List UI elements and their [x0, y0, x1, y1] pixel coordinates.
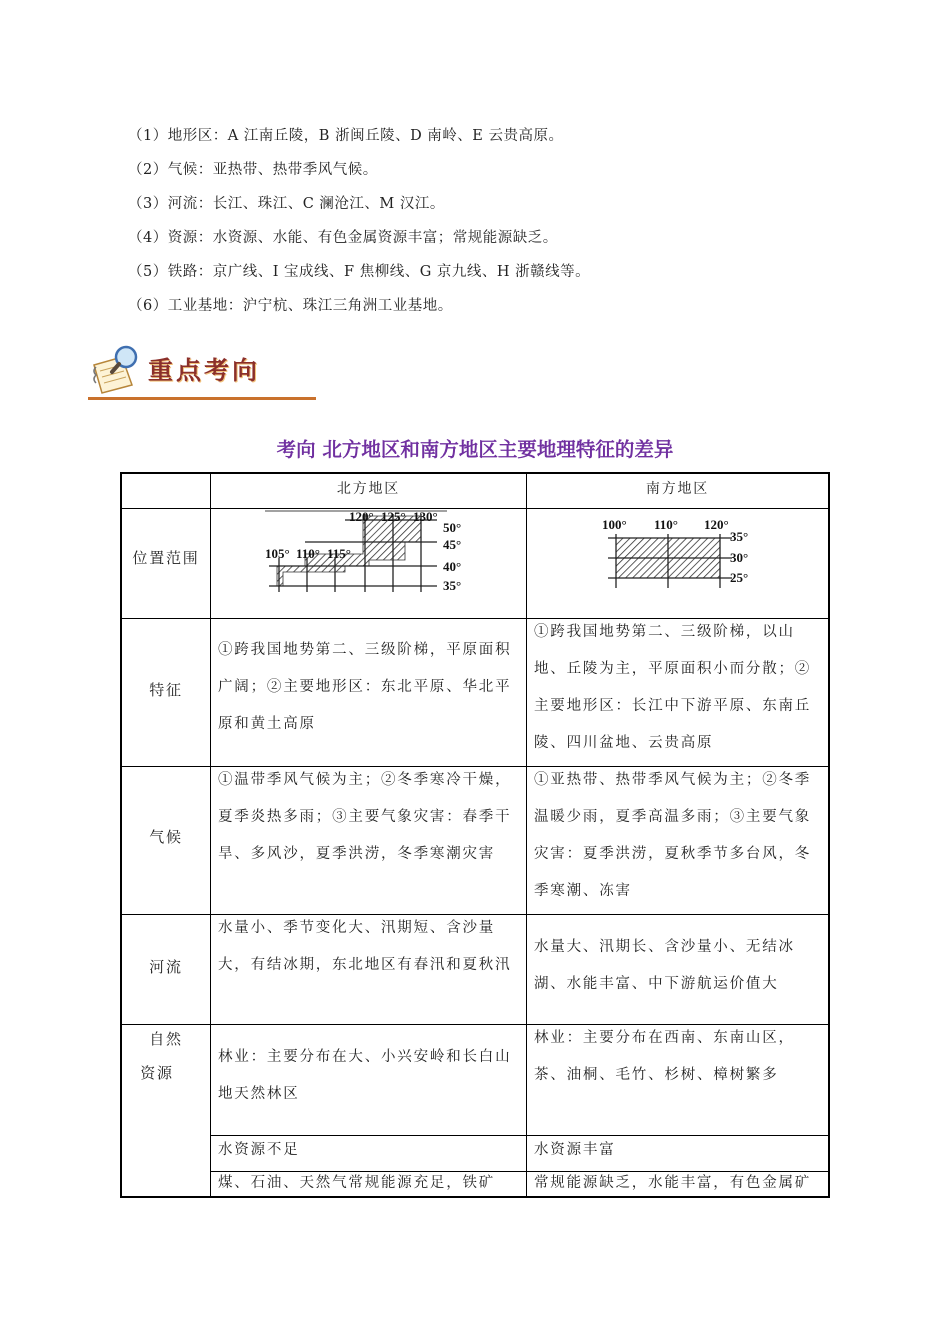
north-map-lat-1: 50°	[443, 520, 462, 535]
south-map-lat-2: 30°	[730, 550, 749, 565]
north-map-lon-bottom-3: 115°	[327, 546, 351, 561]
north-map-lon-top-2: 125°	[381, 509, 406, 524]
intro-item-5: （5）铁路：京广线、I 宝成线、F 焦柳线、G 京九线、H 浙赣线等。	[128, 264, 591, 280]
energy-south: 常规能源缺乏，水能丰富，有色金属矿	[534, 1175, 812, 1191]
intro-list	[128, 121, 868, 325]
row-label-climate: 气候	[149, 828, 183, 846]
north-map-lat-4: 35°	[443, 578, 462, 593]
notebook-magnifier-icon	[88, 343, 150, 397]
intro-item-6: （6）工业基地：沪宁杭、珠江三角洲工业基地。	[128, 298, 453, 314]
climate-south: ①亚热带、热带季风气候为主；②冬季温暖少雨，夏季高温多雨；③主要气象灾害：夏季洪涝，夏秋季节多台风，冬季寒潮、冻害	[534, 772, 812, 899]
rivers-north: 水量小、季节变化大、汛期短、含沙量大，有结冰期，东北地区有春汛和夏秋汛	[218, 920, 512, 973]
north-map-lat-2: 45°	[443, 537, 462, 552]
intro-item-2: （2）气候：亚热带、热带季风气候。	[128, 162, 378, 178]
forest-south: 林业：主要分布在西南、东南山区，茶、油桐、毛竹、杉树、樟树繁多	[534, 1030, 795, 1083]
south-map-lon-2: 110°	[654, 517, 678, 532]
climate-north: ①温带季风气候为主；②冬季寒冷干燥，夏季炎热多雨；③主要气象灾害：春季干旱、多风沙，夏季洪涝，冬季寒潮灾害	[218, 772, 512, 862]
south-map-lat-3: 25°	[730, 570, 749, 585]
table-rule	[210, 472, 211, 1198]
section-heading-text: 重点考向	[148, 356, 261, 385]
north-map-lon-top-1: 120°	[349, 509, 374, 524]
water-north: 水资源不足	[218, 1142, 300, 1158]
row-label-resources-line1: 自然	[149, 1030, 183, 1048]
south-location-map	[602, 516, 772, 596]
table-rule	[526, 472, 527, 1198]
south-map-lon-3: 120°	[704, 517, 729, 532]
row-label-location: 位置范围	[132, 549, 200, 567]
intro-item-1: （1）地形区：A 江南丘陵，B 浙闽丘陵、D 南岭、E 云贵高原。	[128, 128, 564, 144]
north-map-lon-top-3: 130°	[413, 509, 438, 524]
north-map-lat-3: 40°	[443, 559, 462, 574]
table-title: 考向 北方地区和南方地区主要地理特征的差异	[276, 438, 674, 461]
south-map-lon-1: 100°	[602, 517, 627, 532]
features-south: ①跨我国地势第二、三级阶梯，以山地、丘陵为主，平原面积小而分散；②主要地形区：长江中下游平原、东南丘陵、四川盆地、云贵高原	[534, 624, 812, 751]
section-heading	[88, 343, 318, 403]
forest-north: 林业：主要分布在大、小兴安岭和长白山地天然林区	[218, 1049, 512, 1102]
section-heading-underline	[88, 397, 316, 400]
features-north: ①跨我国地势第二、三级阶梯，平原面积广阔；②主要地形区：东北平原、华北平原和黄土高原	[218, 642, 512, 732]
header-south: 南方地区	[645, 481, 710, 497]
energy-north: 煤、石油、天然气常规能源充足，铁矿	[218, 1175, 496, 1191]
header-north: 北方地区	[336, 481, 401, 497]
table-border-right	[828, 472, 830, 1198]
north-map-lon-bottom-1: 105°	[265, 546, 290, 561]
north-map-lon-bottom-2: 110°	[296, 546, 320, 561]
intro-item-4: （4）资源：水资源、水能、有色金属资源丰富；常规能源缺乏。	[128, 230, 558, 246]
row-label-resources-line2: 资源	[140, 1064, 174, 1082]
north-location-map	[265, 508, 485, 600]
water-south: 水资源丰富	[534, 1142, 616, 1158]
rivers-south: 水量大、汛期长、含沙量小、无结冰湖、水能丰富、中下游航运价值大	[534, 939, 795, 992]
row-label-features: 特征	[149, 681, 183, 699]
intro-item-3: （3）河流：长江、珠江、C 澜沧江、M 汉江。	[128, 196, 445, 212]
comparison-table	[120, 472, 830, 1198]
south-map-lat-1: 35°	[730, 529, 749, 544]
row-label-rivers: 河流	[149, 958, 183, 976]
